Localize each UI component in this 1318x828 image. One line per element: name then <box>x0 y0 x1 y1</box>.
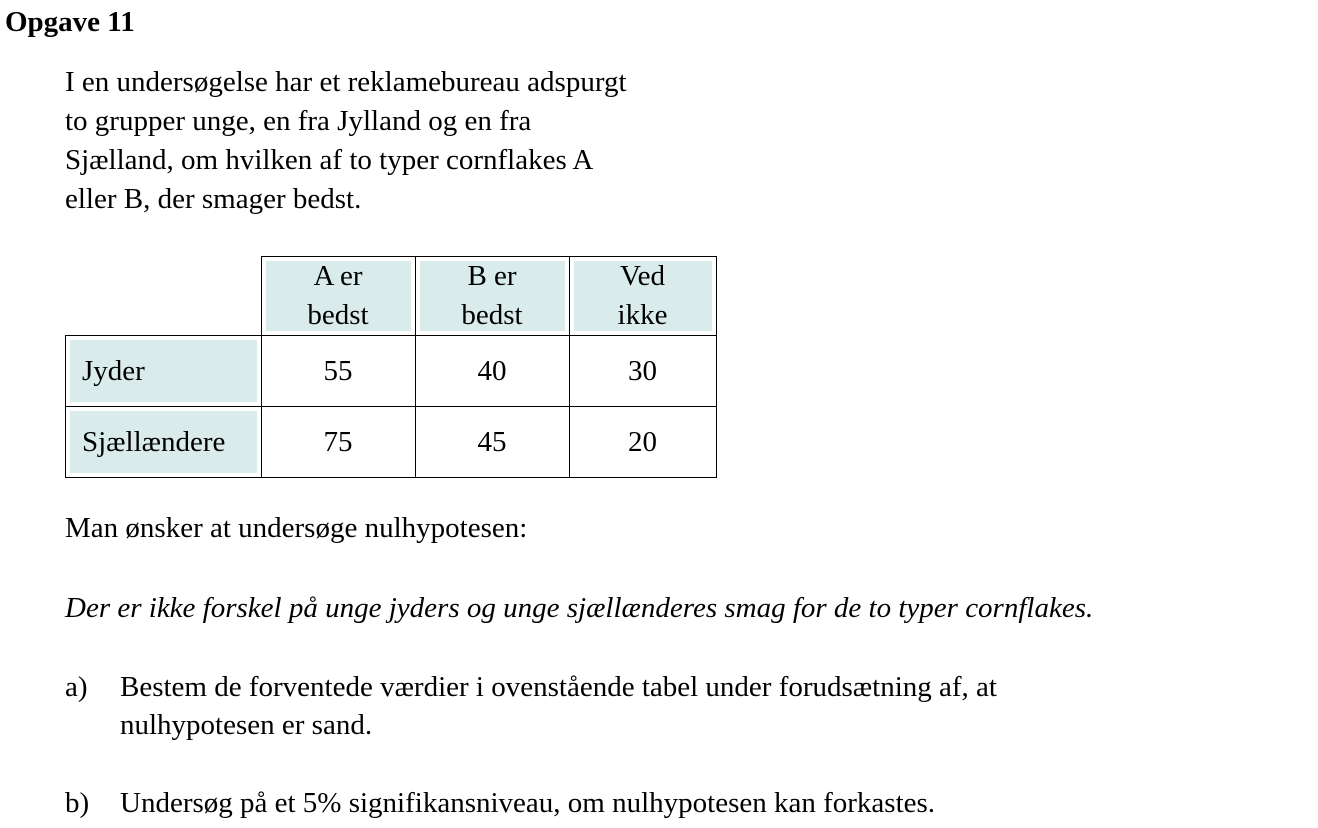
header-line: Ved <box>619 260 666 292</box>
table-row <box>66 336 717 407</box>
table-header-row <box>66 257 717 336</box>
table-cell: 55 <box>261 336 415 407</box>
question-label: b) <box>65 787 90 819</box>
header-ved-ikke <box>569 257 716 336</box>
question-line: Bestem de forventede værdier i ovenstående tabel under forudsætning af, at <box>120 671 997 703</box>
table-corner-cell <box>66 257 262 336</box>
question-label: a) <box>65 671 88 703</box>
header-line: bedst <box>307 299 369 331</box>
intro-line: eller B, der smager bedst. <box>65 183 362 215</box>
header-line: bedst <box>461 299 523 331</box>
survey-table <box>65 256 717 478</box>
row-label-sjaellaendere: Sjællændere <box>66 407 262 478</box>
header-line: A er <box>313 260 363 292</box>
question-line: nulhypotesen er sand. <box>120 709 373 741</box>
header-line: B er <box>467 260 517 292</box>
question-line: Undersøg på et 5% signifikansniveau, om nulhypotesen kan forkastes. <box>120 787 936 819</box>
intro-line: to grupper unge, en fra Jylland og en fra <box>65 105 532 137</box>
hypothesis-intro: Man ønsker at undersøge nulhypotesen: <box>65 512 528 544</box>
question-text <box>120 784 1270 822</box>
table-cell: 45 <box>415 407 569 478</box>
intro-paragraph <box>65 63 765 219</box>
table-cell: 20 <box>569 407 716 478</box>
header-b-er-bedst <box>415 257 569 336</box>
header-line: ikke <box>617 299 668 331</box>
null-hypothesis: Der er ikke forskel på unge jyders og unge sjællænderes smag for de to typer cornflakes. <box>65 592 1094 624</box>
intro-line: Sjælland, om hvilken af to typer cornflakes A <box>65 144 594 176</box>
intro-line: I en undersøgelse har et reklamebureau adspurgt <box>65 66 627 98</box>
exercise-title: Opgave 11 <box>5 6 135 38</box>
table-cell: 40 <box>415 336 569 407</box>
row-label-jyder: Jyder <box>66 336 262 407</box>
table-cell: 75 <box>261 407 415 478</box>
table-row <box>66 407 717 478</box>
table-cell: 30 <box>569 336 716 407</box>
header-a-er-bedst <box>261 257 415 336</box>
question-text <box>120 668 1270 744</box>
